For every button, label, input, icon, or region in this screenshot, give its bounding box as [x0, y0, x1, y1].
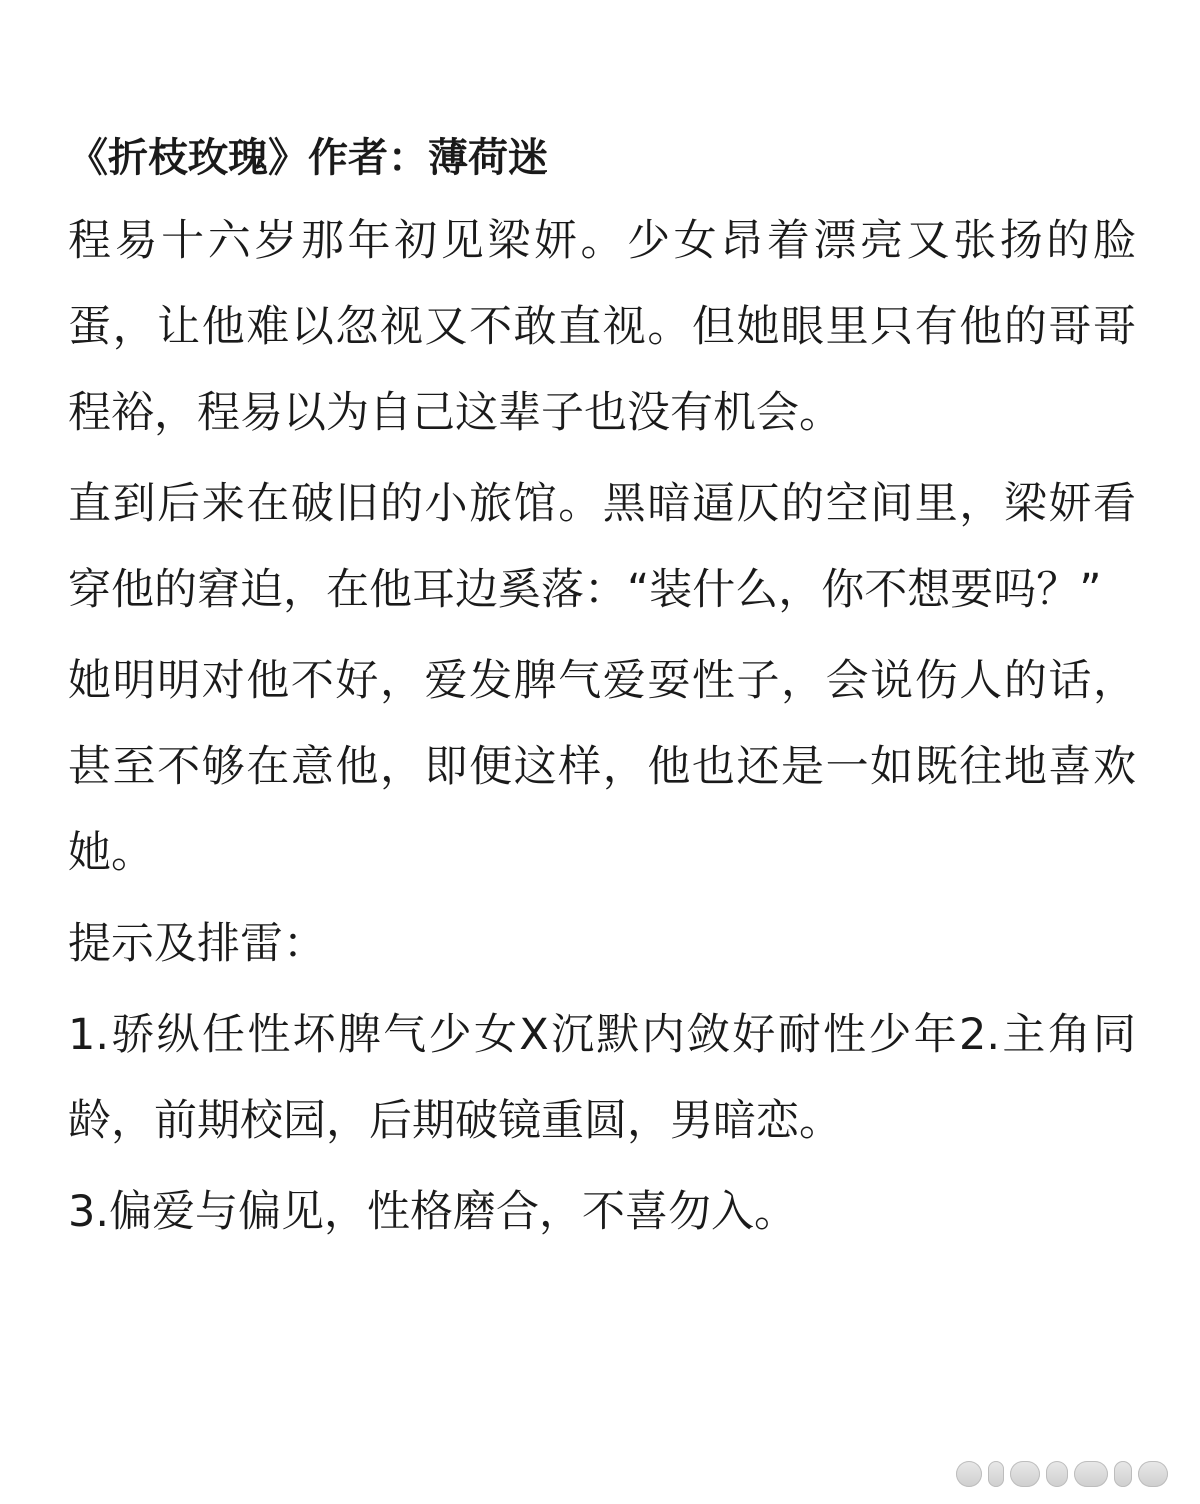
synopsis-paragraph-3: 她明明对他不好，爱发脾气爱耍性子，会说伤人的话，甚至不够在意他，即便这样，他也还是一如既往地喜欢她。 — [68, 656, 1136, 878]
document-body — [68, 128, 1136, 1260]
warnings-heading: 提示及排雷： — [68, 919, 326, 969]
synopsis-paragraph-1: 程易十六岁那年初见梁妍。少女昂着漂亮又张扬的脸蛋，让他难以忽视又不敢直视。但她眼里只有他的哥哥程裕，程易以为自己这辈子也没有机会。 — [68, 216, 1136, 438]
warning-item-3: 3.偏爱与偏见，性格磨合，不喜勿入。 — [68, 1187, 798, 1237]
book-title: 《折枝玫瑰》作者：薄荷迷 — [68, 135, 548, 181]
synopsis-paragraph-2: 直到后来在破旧的小旅馆。黑暗逼仄的空间里，梁妍看穿他的窘迫，在他耳边奚落：“装什么，你不想要吗？” — [68, 479, 1136, 615]
watermark-logo — [956, 1458, 1168, 1490]
warning-item-1-2: 1.骄纵任性坏脾气少女X沉默内敛好耐性少年2.主角同龄，前期校园，后期破镜重圆，男暗恋。 — [68, 1010, 1136, 1146]
